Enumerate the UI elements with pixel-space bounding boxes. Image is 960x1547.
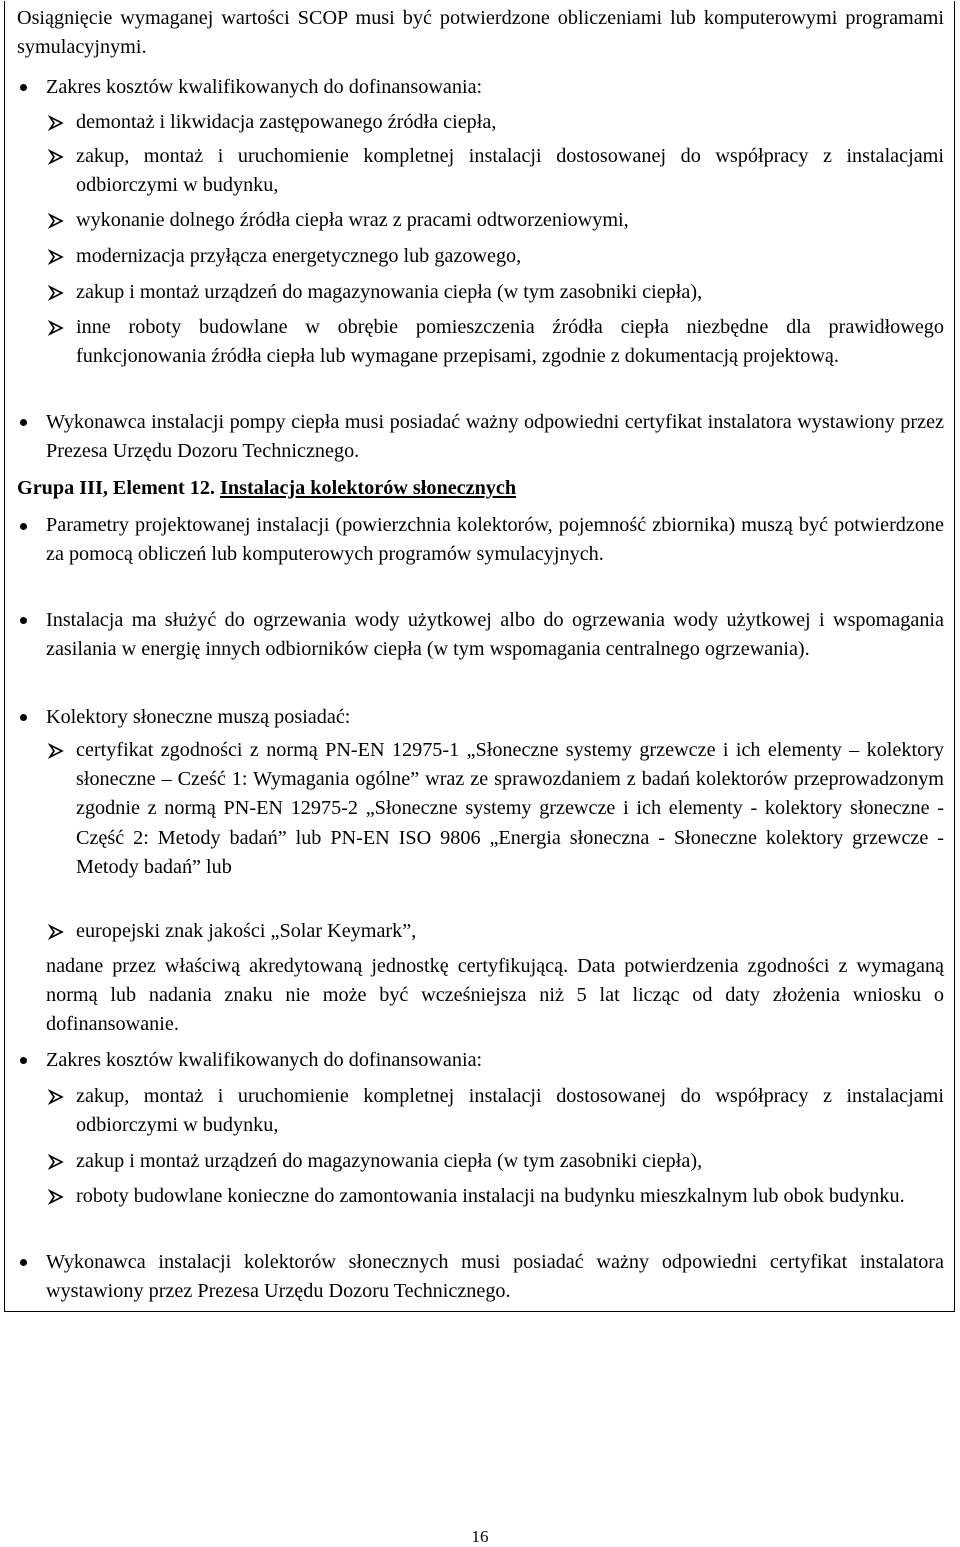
heat-pump-installer-paragraph: Wykonawca instalacji pompy ciepła musi posiadać ważny odpowiedni certyfikat instalatora wystawiony przez Prezesa Urzędu Dozoru Technicznego. (46, 411, 944, 463)
arrow-bullet-icon (48, 1089, 64, 1105)
bullet-icon (20, 1057, 27, 1064)
accreditation-paragraph: nadane przez właściwą akredytowaną jednostkę certyfikującą. Data potwierdzenia zgodności z wymaganą normą lub nadania znaku nie może być wcześniejsza niż 5 lat licząc od daty złożenia wniosku o dofinansowanie. (46, 955, 944, 1036)
scop-paragraph: Osiągnięcie wymaganej wartości SCOP musi być potwierdzone obliczeniami lub komputerowymi programami symulacyjnymi. (17, 7, 944, 59)
arrow-bullet-icon (48, 115, 64, 131)
solar-cost-item: zakup, montaż i uruchomienie kompletnej instalacji dostosowanej do współpracy z instalacjami odbiorczymi w budynku, (76, 1085, 944, 1137)
group-label: Grupa III, Element 12. (17, 477, 215, 499)
arrow-bullet-icon (48, 249, 64, 265)
solar-costs-heading: Zakres kosztów kwalifikowanych do dofinansowania: (46, 1049, 483, 1071)
page-number: 16 (471, 1527, 489, 1546)
heat-pump-cost-item: zakup i montaż urządzeń do magazynowania ciepła (w tym zasobniki ciepła), (76, 281, 703, 303)
bullet-icon (20, 419, 27, 426)
bullet-icon (20, 1259, 27, 1266)
collectors-item: certyfikat zgodności z normą PN-EN 12975-1 „Słoneczne systemy grzewcze i ich elementy – kolektory słoneczne – Cześć 1: Wymagania ogólne” wraz ze sprawozdaniem z badań kolektorów przeprowadzonym zgodnie z normą PN-EN 12975-2 „Słoneczne systemy grzewcze i ich elementy - kolektory słoneczne - Część 2: Metody badań” lub PN-EN ISO 9806 „Energia słoneczna - Słoneczne kolektory grzewcze - Metody badań” lub (76, 739, 944, 878)
solar-cost-item: zakup i montaż urządzeń do magazynowania ciepła (w tym zasobniki ciepła), (76, 1150, 703, 1172)
arrow-bullet-icon (48, 149, 64, 165)
solar-installer-paragraph: Wykonawca instalacji kolektorów słonecznych musi posiadać ważny odpowiedni certyfikat instalatora wystawiony przez Prezesa Urzędu Dozoru Technicznego. (46, 1251, 944, 1303)
heat-pump-cost-item: demontaż i likwidacja zastępowanego źródła ciepła, (76, 111, 497, 133)
bullet-icon (20, 523, 27, 530)
bullet-icon (20, 714, 27, 721)
arrow-bullet-icon (48, 1154, 64, 1170)
arrow-bullet-icon (48, 320, 64, 336)
collectors-item: europejski znak jakości „Solar Keymark”, (76, 920, 417, 942)
solar-purpose-paragraph: Instalacja ma służyć do ogrzewania wody użytkowej albo do ogrzewania wody użytkowej i wspomagania zasilania w energię innych odbiorników ciepła (w tym wspomagania centralnego ogrzewania). (46, 609, 944, 661)
heat-pump-cost-item: wykonanie dolnego źródła ciepła wraz z pracami odtworzeniowymi, (76, 209, 629, 231)
collectors-heading: Kolektory słoneczne muszą posiadać: (46, 706, 351, 728)
heat-pump-costs-heading: Zakres kosztów kwalifikowanych do dofinansowania: (46, 76, 483, 98)
bullet-icon (20, 617, 27, 624)
section-heading (17, 474, 516, 503)
arrow-bullet-icon (48, 213, 64, 229)
bullet-icon (20, 84, 27, 91)
arrow-bullet-icon (48, 743, 64, 759)
heat-pump-cost-item: inne roboty budowlane w obrębie pomieszczenia źródła ciepła niezbędne dla prawidłowego funkcjonowania źródła ciepła lub wymagane przepisami, zgodnie z dokumentacją projektową. (76, 316, 944, 368)
heat-pump-cost-item: zakup, montaż i uruchomienie kompletnej instalacji dostosowanej do współpracy z instalacjami odbiorczymi w budynku, (76, 145, 944, 197)
solar-params-paragraph: Parametry projektowanej instalacji (powierzchnia kolektorów, pojemność zbiornika) muszą być potwierdzone za pomocą obliczeń lub komputerowych programów symulacyjnych. (46, 514, 944, 566)
solar-cost-item: roboty budowlane konieczne do zamontowania instalacji na budynku mieszkalnym lub obok budynku. (76, 1185, 905, 1207)
arrow-bullet-icon (48, 924, 64, 940)
section-title: Instalacja kolektorów słonecznych (220, 477, 517, 499)
arrow-bullet-icon (48, 285, 64, 301)
heat-pump-cost-item: modernizacja przyłącza energetycznego lub gazowego, (76, 245, 522, 267)
arrow-bullet-icon (48, 1189, 64, 1205)
